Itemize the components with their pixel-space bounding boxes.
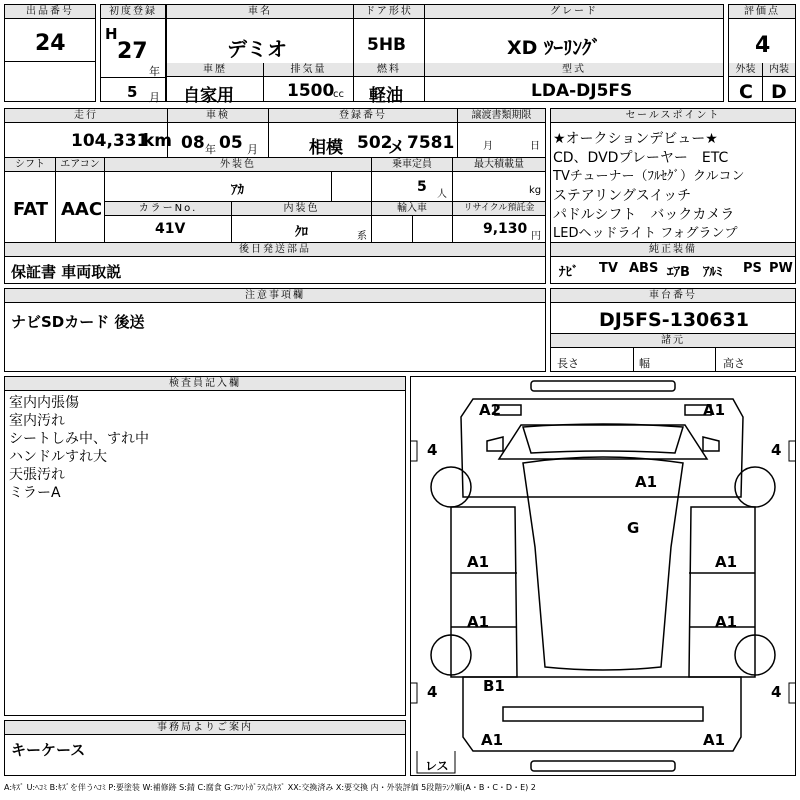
recycle-fee: 9,130 — [483, 221, 528, 237]
door-type: 5HB — [367, 35, 407, 55]
tire-depth: 4 — [427, 683, 438, 701]
reg-number: 7581 — [407, 133, 455, 153]
sales-point: CD、DVDプレーヤー ETC — [553, 150, 729, 166]
car-name: デミオ — [227, 37, 287, 61]
reg-area: 相模 — [309, 138, 343, 158]
car-diagram — [411, 377, 795, 775]
equip-label: 純正装備 — [551, 243, 795, 257]
ext-color: ｱｶ — [231, 183, 244, 198]
year-unit: 年 — [149, 65, 160, 78]
grade: XD ﾂｰﾘﾝｸﾞ — [507, 37, 602, 59]
chassis-number: DJ5FS-130631 — [599, 309, 749, 331]
inspector-note: シートしみ中、すれ中 — [9, 431, 149, 447]
load-unit: kg — [529, 185, 542, 196]
ac-label: エアコン — [56, 158, 104, 172]
int-color-unit: 系 — [357, 231, 367, 242]
car-name-label: 車名 — [167, 5, 353, 19]
equip-item: ﾅﾋﾞ — [559, 265, 579, 280]
insp-year: 08 — [181, 133, 205, 153]
later-parts-label: 後日発送部品 — [5, 243, 545, 257]
month-unit: 月 — [149, 91, 160, 104]
ac: AAC — [61, 199, 103, 220]
damage-mark: A1 — [481, 731, 504, 749]
displacement-unit: cc — [333, 89, 344, 100]
transfer-month: 月 — [483, 141, 493, 152]
reg-label: 登録番号 — [269, 109, 457, 123]
chassis-label: 車台番号 — [551, 289, 795, 303]
car-info-box — [166, 4, 724, 106]
first-reg-label: 初度登録 — [101, 5, 165, 19]
ext-label: 外装 — [729, 63, 762, 77]
history-label: 車歴 — [167, 63, 263, 77]
notes-text: ナビSDカード 後送 — [11, 313, 145, 331]
insp-month-unit: 月 — [247, 143, 258, 156]
load-label: 最大積載量 — [453, 158, 545, 172]
lot-label: 出品番号 — [5, 5, 95, 19]
chassis-box — [550, 288, 796, 372]
damage-mark: G — [627, 519, 640, 537]
inspector-label: 検査員記入欄 — [5, 377, 405, 391]
capacity-label: 乗車定員 — [372, 158, 452, 172]
sales-point: ★オークションデビュー★ — [553, 131, 718, 147]
reg-kana: メ — [388, 138, 405, 158]
displacement: 1500 — [287, 81, 335, 101]
office-box — [4, 720, 406, 776]
damage-mark: B1 — [483, 677, 505, 695]
lot-number: 24 — [35, 31, 66, 56]
score-label: 評価点 — [729, 5, 795, 19]
fuel-label: 燃料 — [354, 63, 424, 77]
damage-mark: A1 — [715, 553, 738, 571]
detail-box — [4, 108, 546, 284]
damage-mark: A1 — [703, 731, 726, 749]
equip-item: PW — [769, 261, 793, 276]
equip-item: TV — [599, 261, 618, 276]
inspector-box — [4, 376, 406, 716]
legend: A:ｷｽﾞ U:ﾍｺﾐ B:ｷｽﾞを伴うﾍｺﾐ P:要塗装 W:補修跡 S:錆 C:腐食 G:ﾌﾛﾝﾄｶﾞﾗｽ点ｷｽﾞ XX:交換済み X:要交換 内・外装評価 5段階ﾗﾝｸ順(A・B・C・D・E) 2 — [4, 783, 536, 792]
transfer-day: 日 — [530, 141, 540, 152]
int-color: ｸﾛ — [295, 225, 308, 240]
equip-item: PS — [743, 261, 762, 276]
int-label: 内装 — [763, 63, 795, 77]
model-label: 型式 — [425, 63, 723, 77]
ext-color-label: 外装色 — [105, 158, 371, 172]
first-reg-box — [100, 4, 166, 102]
damage-mark: A2 — [479, 401, 502, 419]
office-text: キーケース — [11, 741, 86, 759]
equip-item: ｱﾙﾐ — [703, 265, 723, 280]
spare-tire: レス — [425, 759, 449, 773]
fuel: 軽油 — [369, 86, 403, 106]
transfer-label: 譲渡書類期限 — [458, 109, 545, 123]
damage-mark: A1 — [703, 401, 726, 419]
color-no: 41V — [155, 221, 186, 237]
color-no-label: カラーNo. — [105, 202, 231, 216]
recycle-label: リサイクル預託金 — [453, 202, 545, 216]
inspector-note: 天張汚れ — [9, 467, 65, 483]
sales-box — [550, 108, 796, 284]
lot-box — [4, 4, 96, 102]
mileage-unit: km — [143, 131, 173, 151]
tire-depth: 4 — [427, 441, 438, 459]
reg-year: 27 — [117, 39, 148, 64]
office-label: 事務局よりご案内 — [5, 721, 405, 735]
ext-grade: C — [739, 81, 753, 103]
score-box — [728, 4, 796, 102]
insp-month: 05 — [219, 133, 243, 153]
shift-label: シフト — [5, 158, 55, 172]
length-label: 長さ — [557, 357, 579, 370]
sales-point: LEDヘッドライト フォグランプ — [553, 226, 738, 241]
mileage: 104,331 — [71, 131, 149, 151]
inspection-label: 車検 — [168, 109, 268, 123]
car-diagram-box — [410, 376, 796, 776]
spec-label: 諸元 — [551, 334, 795, 348]
history: 自家用 — [183, 86, 234, 106]
reg-month: 5 — [127, 83, 138, 101]
capacity-unit: 人 — [437, 189, 447, 200]
int-color-label: 内装色 — [232, 202, 371, 216]
inspector-note: ミラーA — [9, 485, 61, 501]
sales-point: TVチューナー（ﾌﾙｾｸﾞ）クルコン — [553, 169, 745, 184]
model: LDA-DJ5FS — [531, 81, 633, 101]
tire-depth: 4 — [771, 683, 782, 701]
notes-label: 注意事項欄 — [5, 289, 545, 303]
width-label: 幅 — [639, 357, 650, 370]
damage-mark: A1 — [467, 613, 490, 631]
damage-mark: A1 — [715, 613, 738, 631]
later-parts: 保証書 車両取説 — [11, 263, 122, 281]
score: 4 — [755, 33, 771, 58]
era: H — [105, 25, 118, 43]
import-label: 輸入車 — [372, 202, 452, 216]
recycle-unit: 円 — [531, 231, 541, 242]
capacity: 5 — [417, 179, 427, 195]
grade-label: グレード — [425, 5, 723, 19]
inspector-note: ハンドルすれ大 — [9, 449, 107, 465]
mileage-label: 走行 — [5, 109, 167, 123]
notes-box — [4, 288, 546, 372]
sales-point: パドルシフト バックカメラ — [553, 207, 735, 223]
door-label: ドア形状 — [354, 5, 424, 19]
damage-mark: A1 — [635, 473, 658, 491]
shift: FAT — [13, 199, 49, 220]
sales-point: ステアリングスイッチ — [553, 188, 692, 204]
height-label: 高さ — [723, 357, 745, 370]
displacement-label: 排気量 — [264, 63, 353, 77]
int-grade: D — [771, 81, 787, 103]
equip-item: ｴｱB — [667, 265, 690, 280]
damage-mark: A1 — [467, 553, 490, 571]
equip-item: ABS — [629, 261, 659, 276]
reg-class: 502 — [357, 133, 393, 153]
inspector-note: 室内汚れ — [9, 413, 65, 429]
inspector-note: 室内内張傷 — [9, 395, 79, 411]
tire-depth: 4 — [771, 441, 782, 459]
insp-year-unit: 年 — [205, 143, 216, 156]
sales-label: セールスポイント — [551, 109, 795, 123]
